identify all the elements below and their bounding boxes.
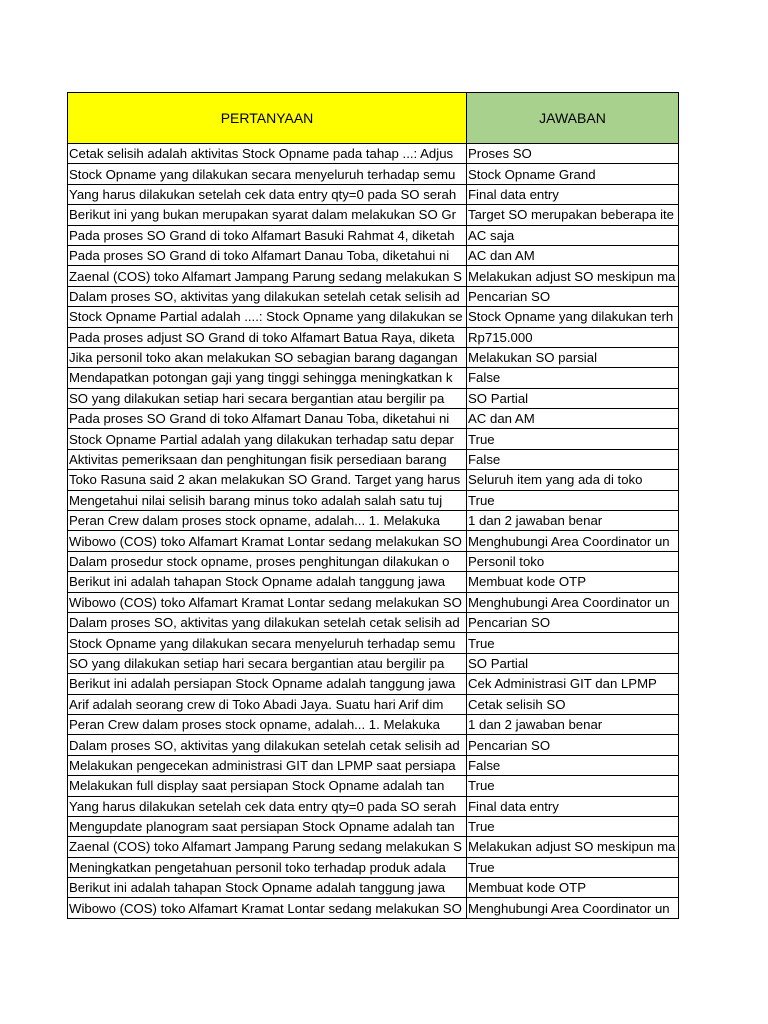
answer-cell[interactable]: 1 dan 2 jawaban benar [467, 511, 679, 531]
table-row [68, 551, 679, 571]
question-cell[interactable]: Berikut ini adalah tahapan Stock Opname adalah tanggung jawa [68, 572, 467, 592]
answer-cell[interactable]: SO Partial [467, 653, 679, 673]
table-row [68, 776, 679, 796]
answer-cell[interactable]: Stock Opname yang dilakukan terh [467, 307, 679, 327]
question-cell[interactable]: Jika personil toko akan melakukan SO sebagian barang dagangan [68, 347, 467, 367]
table-row [68, 653, 679, 673]
question-cell[interactable]: Pada proses SO Grand di toko Alfamart Danau Toba, diketahui ni [68, 409, 467, 429]
spreadsheet [67, 92, 678, 919]
question-cell[interactable]: Dalam proses SO, aktivitas yang dilakukan setelah cetak selisih ad [68, 612, 467, 632]
answer-cell[interactable]: Cetak selisih SO [467, 694, 679, 714]
question-cell[interactable]: Stock Opname Partial adalah yang dilakukan terhadap satu depar [68, 429, 467, 449]
answer-cell[interactable]: Menghubungi Area Coordinator un [467, 531, 679, 551]
question-cell[interactable]: Toko Rasuna said 2 akan melakukan SO Grand. Target yang harus [68, 470, 467, 490]
answer-cell[interactable]: Cek Administrasi GIT dan LPMP [467, 674, 679, 694]
answer-cell[interactable]: Menghubungi Area Coordinator un [467, 592, 679, 612]
table-row [68, 714, 679, 734]
answer-cell[interactable]: Final data entry [467, 184, 679, 204]
answer-cell[interactable]: True [467, 633, 679, 653]
answer-cell[interactable]: Melakukan SO parsial [467, 347, 679, 367]
answer-cell[interactable]: Pencarian SO [467, 286, 679, 306]
table-row [68, 592, 679, 612]
answer-cell[interactable]: True [467, 490, 679, 510]
table-row [68, 388, 679, 408]
question-cell[interactable]: Melakukan full display saat persiapan Stock Opname adalah tan [68, 776, 467, 796]
question-cell[interactable]: Aktivitas pemeriksaan dan penghitungan fisik persediaan barang [68, 449, 467, 469]
question-cell[interactable]: Berikut ini adalah tahapan Stock Opname adalah tanggung jawa [68, 878, 467, 898]
table-row [68, 878, 679, 898]
question-cell[interactable]: Berikut ini adalah persiapan Stock Opname adalah tanggung jawa [68, 674, 467, 694]
question-cell[interactable]: Peran Crew dalam proses stock opname, adalah... 1. Melakuka [68, 511, 467, 531]
question-cell[interactable]: Stock Opname yang dilakukan secara menyeluruh terhadap semu [68, 633, 467, 653]
question-cell[interactable]: Mengupdate planogram saat persiapan Stock Opname adalah tan [68, 816, 467, 836]
question-cell[interactable]: Zaenal (COS) toko Alfamart Jampang Parung sedang melakukan S [68, 837, 467, 857]
table-row [68, 368, 679, 388]
question-cell[interactable]: Pada proses adjust SO Grand di toko Alfamart Batua Raya, diketa [68, 327, 467, 347]
answer-cell[interactable]: True [467, 816, 679, 836]
question-cell[interactable]: Yang harus dilakukan setelah cek data entry qty=0 pada SO serah [68, 184, 467, 204]
answer-cell[interactable]: AC saja [467, 225, 679, 245]
qa-table [67, 92, 679, 919]
answer-cell[interactable]: 1 dan 2 jawaban benar [467, 714, 679, 734]
answer-cell[interactable]: Melakukan adjust SO meskipun ma [467, 266, 679, 286]
table-row [68, 490, 679, 510]
table-row [68, 633, 679, 653]
table-row [68, 837, 679, 857]
table-row [68, 286, 679, 306]
table-row [68, 572, 679, 592]
table-row [68, 144, 679, 164]
header-jawaban[interactable]: JAWABAN [467, 93, 679, 144]
question-cell[interactable]: Dalam prosedur stock opname, proses penghitungan dilakukan o [68, 551, 467, 571]
answer-cell[interactable]: True [467, 429, 679, 449]
answer-cell[interactable]: Rp715.000 [467, 327, 679, 347]
question-cell[interactable]: Stock Opname yang dilakukan secara menyeluruh terhadap semu [68, 164, 467, 184]
answer-cell[interactable]: Pencarian SO [467, 735, 679, 755]
answer-cell[interactable]: False [467, 368, 679, 388]
table-row [68, 735, 679, 755]
answer-cell[interactable]: SO Partial [467, 388, 679, 408]
table-row [68, 225, 679, 245]
question-cell[interactable]: Zaenal (COS) toko Alfamart Jampang Parung sedang melakukan S [68, 266, 467, 286]
table-row [68, 755, 679, 775]
question-cell[interactable]: Mengetahui nilai selisih barang minus toko adalah salah satu tuj [68, 490, 467, 510]
table-row [68, 327, 679, 347]
answer-cell[interactable]: Melakukan adjust SO meskipun ma [467, 837, 679, 857]
answer-cell[interactable]: Membuat kode OTP [467, 878, 679, 898]
question-cell[interactable]: SO yang dilakukan setiap hari secara bergantian atau bergilir pa [68, 653, 467, 673]
header-pertanyaan[interactable]: PERTANYAAN [68, 93, 467, 144]
question-cell[interactable]: Yang harus dilakukan setelah cek data entry qty=0 pada SO serah [68, 796, 467, 816]
answer-cell[interactable]: False [467, 755, 679, 775]
table-row [68, 531, 679, 551]
question-cell[interactable]: Melakukan pengecekan administrasi GIT dan LPMP saat persiapa [68, 755, 467, 775]
question-cell[interactable]: Arif adalah seorang crew di Toko Abadi Jaya. Suatu hari Arif dim [68, 694, 467, 714]
answer-cell[interactable]: Stock Opname Grand [467, 164, 679, 184]
table-row [68, 612, 679, 632]
answer-cell[interactable]: AC dan AM [467, 245, 679, 265]
question-cell[interactable]: Wibowo (COS) toko Alfamart Kramat Lontar sedang melakukan SO [68, 592, 467, 612]
table-row [68, 857, 679, 877]
table-row [68, 429, 679, 449]
question-cell[interactable]: Berikut ini yang bukan merupakan syarat dalam melakukan SO Gr [68, 205, 467, 225]
question-cell[interactable]: Pada proses SO Grand di toko Alfamart Basuki Rahmat 4, diketah [68, 225, 467, 245]
table-row [68, 796, 679, 816]
question-cell[interactable]: Wibowo (COS) toko Alfamart Kramat Lontar sedang melakukan SO [68, 898, 467, 918]
question-cell[interactable]: Meningkatkan pengetahuan personil toko terhadap produk adala [68, 857, 467, 877]
table-row [68, 898, 679, 918]
answer-cell[interactable]: Membuat kode OTP [467, 572, 679, 592]
question-cell[interactable]: Cetak selisih adalah aktivitas Stock Opname pada tahap ...: Adjus [68, 144, 467, 164]
answer-cell[interactable]: True [467, 857, 679, 877]
table-row [68, 164, 679, 184]
table-row [68, 674, 679, 694]
answer-cell[interactable]: Final data entry [467, 796, 679, 816]
table-row [68, 245, 679, 265]
table-row [68, 184, 679, 204]
table-row [68, 409, 679, 429]
answer-cell[interactable]: Menghubungi Area Coordinator un [467, 898, 679, 918]
question-cell[interactable]: Dalam proses SO, aktivitas yang dilakukan setelah cetak selisih ad [68, 735, 467, 755]
question-cell[interactable]: Stock Opname Partial adalah ....: Stock Opname yang dilakukan se [68, 307, 467, 327]
answer-cell[interactable]: AC dan AM [467, 409, 679, 429]
table-row [68, 816, 679, 836]
answer-cell[interactable]: Pencarian SO [467, 612, 679, 632]
table-row [68, 347, 679, 367]
answer-cell[interactable]: Proses SO [467, 144, 679, 164]
table-body [68, 144, 679, 919]
question-cell[interactable]: Mendapatkan potongan gaji yang tinggi sehingga meningkatkan k [68, 368, 467, 388]
table-row [68, 470, 679, 490]
table-row [68, 694, 679, 714]
table-row [68, 205, 679, 225]
question-cell[interactable]: Wibowo (COS) toko Alfamart Kramat Lontar sedang melakukan SO [68, 531, 467, 551]
table-row [68, 307, 679, 327]
question-cell[interactable]: Pada proses SO Grand di toko Alfamart Danau Toba, diketahui ni [68, 245, 467, 265]
answer-cell[interactable]: Target SO merupakan beberapa ite [467, 205, 679, 225]
table-row [68, 511, 679, 531]
table-row [68, 449, 679, 469]
answer-cell[interactable]: False [467, 449, 679, 469]
table-row [68, 266, 679, 286]
question-cell[interactable]: Peran Crew dalam proses stock opname, adalah... 1. Melakuka [68, 714, 467, 734]
header-row [68, 93, 679, 144]
answer-cell[interactable]: True [467, 776, 679, 796]
answer-cell[interactable]: Personil toko [467, 551, 679, 571]
question-cell[interactable]: SO yang dilakukan setiap hari secara bergantian atau bergilir pa [68, 388, 467, 408]
question-cell[interactable]: Dalam proses SO, aktivitas yang dilakukan setelah cetak selisih ad [68, 286, 467, 306]
answer-cell[interactable]: Seluruh item yang ada di toko [467, 470, 679, 490]
